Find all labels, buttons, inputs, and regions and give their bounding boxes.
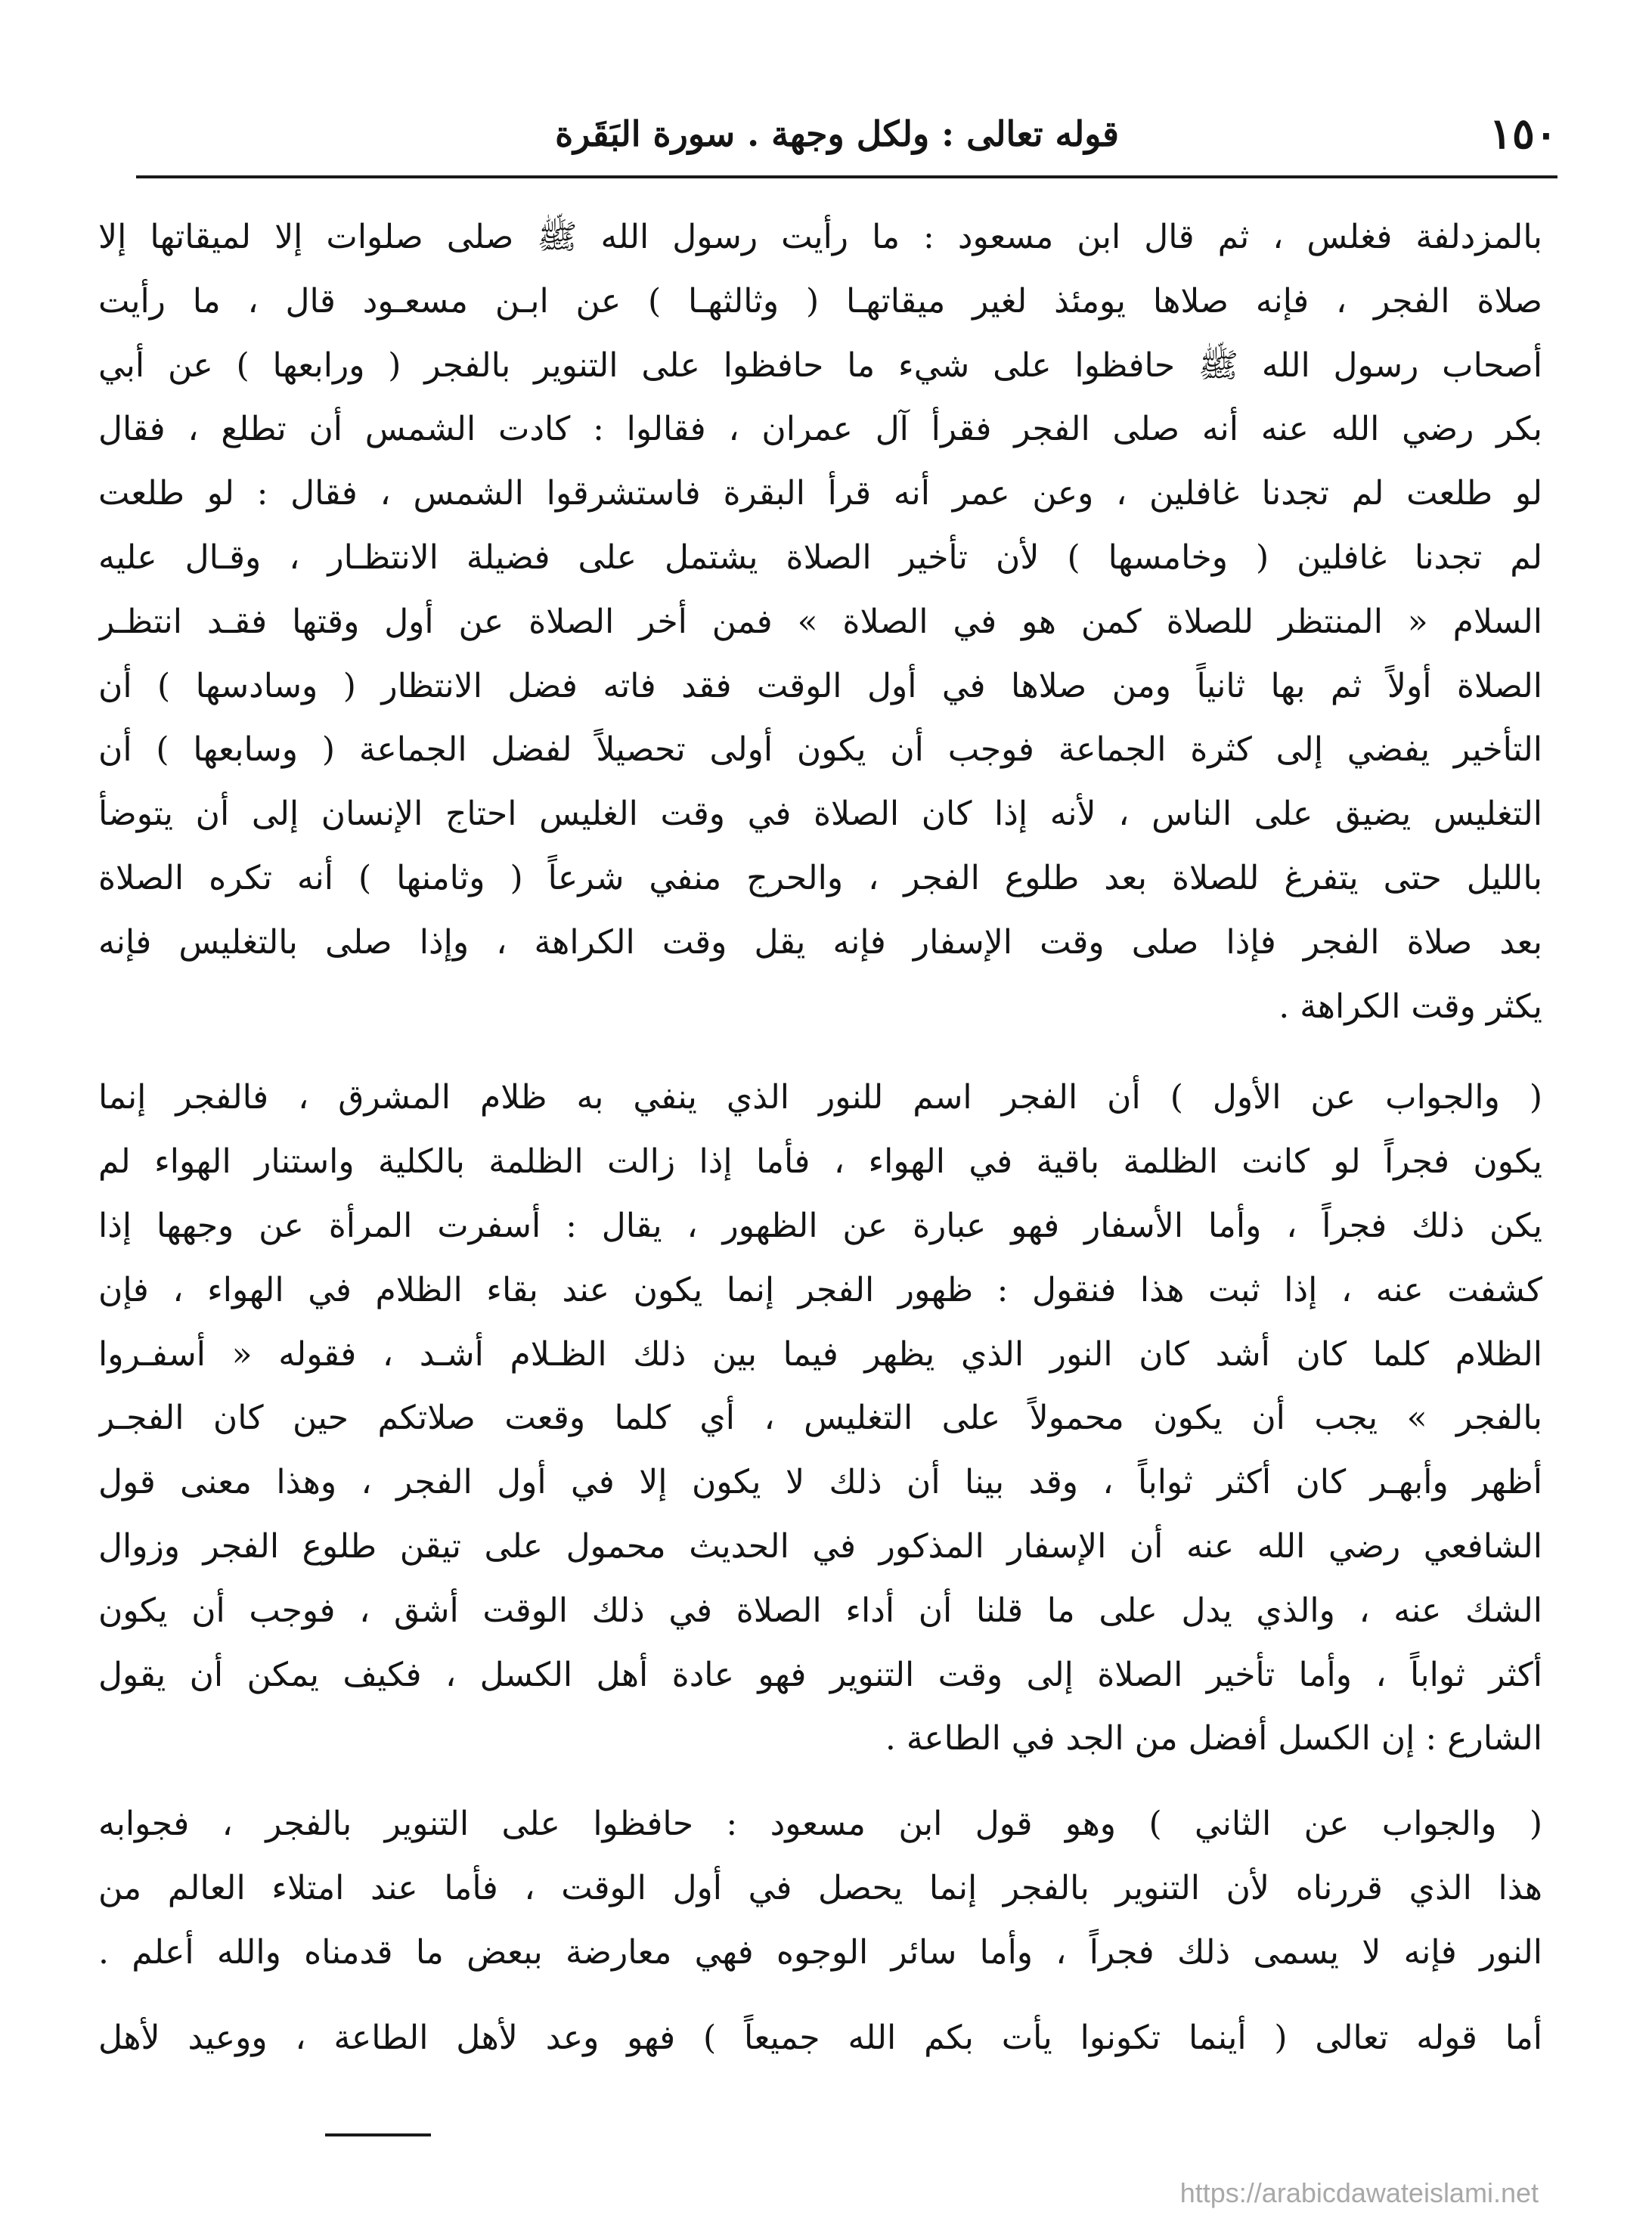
- paragraph-gap: [98, 1771, 1542, 1792]
- text-line: بكر رضي الله عنه أنه صلى الفجر فقرأ آل عمران ، فقالوا : كادت الشمس أن تطلع ، فقال: [98, 410, 1542, 449]
- page-number: ١٥٠: [1489, 109, 1557, 159]
- watermark-url: https://arabicdawateislami.net: [1179, 2177, 1539, 2208]
- paragraph-gap: [98, 1039, 1542, 1066]
- text-line: الظلام كلما كان أشد كان النور الذي يظهر فيما بين ذلك الظـلام أشـد ، فقوله « أسفـروا: [98, 1334, 1542, 1374]
- text-line: أما قوله تعالى ( أينما تكونوا يأت بكم الله جميعاً ) فهو وعد لأهل الطاعة ، ووعيد لأهل: [98, 2018, 1542, 2057]
- text-line: بالمزدلفة فغلس ، ثم قال ابن مسعود : ما رأيت رسول الله ﷺ صلى صلوات إلا لميقاتها إلا: [98, 218, 1542, 256]
- text-line: الشك عنه ، والذي يدل على ما قلنا أن أداء الصلاة في ذلك الوقت أشق ، فوجب أن يكون: [98, 1591, 1542, 1630]
- paragraph-answer-first: [98, 1066, 1542, 1771]
- text-line: الشافعي رضي الله عنه أن الإسفار المذكور في الحديث محمول على تيقن طلوع الفجر وزوال: [98, 1526, 1542, 1566]
- text-line: أظهر وأبهـر كان أكثر ثواباً ، وقد بينا أن ذلك لا يكون إلا في أول الفجر ، وهذا معنى قول: [98, 1463, 1542, 1502]
- paragraph-arguments: [98, 206, 1542, 1039]
- text-line: الشارع : إن الكسل أفضل من الجد في الطاعة .: [885, 1719, 1542, 1758]
- text-line: بعد صلاة الفجر فإذا صلى وقت الإسفار فإنه يقل وقت الكراهة ، وإذا صلى بالتغليس فإنه: [98, 922, 1542, 962]
- text-line: كشفت عنه ، إذا ثبت هذا فنقول : ظهور الفجر إنما يكون عند بقاء الظلام في الهواء ، فإن: [98, 1270, 1542, 1309]
- text-line: السلام « المنتظر للصلاة كمن هو في الصلاة » فمن أخر الصلاة عن أول وقتها فقـد انتظـر: [98, 602, 1542, 641]
- text-line: لو طلعت لم تجدنا غافلين ، وعن عمر أنه قرأ البقرة فاستشرقوا الشمس ، فقال : لو طلعت: [98, 474, 1542, 513]
- text-line: يكون فجراً لو كانت الظلمة باقية في الهواء ، فأما إذا زالت الظلمة بالكلية واستنار الهواء لم: [98, 1142, 1542, 1182]
- paragraph-gap: [98, 1985, 1542, 2006]
- header-rule: [136, 175, 1557, 178]
- text-line: يكثر وقت الكراهة .: [1279, 987, 1542, 1026]
- text-line: بالفجر » يجب أن يكون محمولاً على التغليس ، أي كلما وقعت صلاتكم حين كان الفجـر: [98, 1399, 1542, 1438]
- text-line: يكن ذلك فجراً ، وأما الأسفار فهو عبارة عن الظهور ، يقال : أسفرت المرأة عن وجهها إذا: [98, 1206, 1542, 1245]
- running-title: قوله تعالى : ولكل وجهة . سورة البَقَرة: [555, 113, 1119, 154]
- text-line: أكثر ثواباً ، وأما تأخير الصلاة إلى وقت التنوير فهو عادة أهل الكسل ، فكيف يمكن أن يقول: [98, 1655, 1542, 1694]
- text-line: هذا الذي قررناه لأن التنوير بالفجر إنما يحصل في أول الوقت ، فأما عند امتلاء العالم من: [98, 1868, 1542, 1907]
- page-header: [136, 106, 1557, 174]
- text-underline: [325, 2133, 431, 2136]
- text-line: النور فإنه لا يسمى ذلك فجراً ، وأما سائر الوجوه فهي معارضة ببعض ما قدمناه والله أعلم .: [98, 1932, 1542, 1972]
- text-line: صلاة الفجر ، فإنه صلاها يومئذ لغير ميقاتهـا ( وثالثهـا ) عن ابـن مسعـود قال ، ما رأيت: [98, 281, 1542, 321]
- text-line: لم تجدنا غافلين ( وخامسها ) لأن تأخير الصلاة يشتمل على فضيلة الانتظـار ، وقـال عليه: [98, 538, 1542, 577]
- paragraph-verse-commentary: [98, 2006, 1542, 2071]
- text-line: التغليس يضيق على الناس ، لأنه إذا كان الصلاة في وقت الغليس احتاج الإنسان إلى أن يتوضأ: [98, 795, 1542, 834]
- text-line: ( والجواب عن الثاني ) وهو قول ابن مسعود : حافظوا على التنوير بالفجر ، فجوابه: [98, 1805, 1542, 1844]
- text-line: التأخير يفضي إلى كثرة الجماعة فوجب أن يكون أولى تحصيلاً لفضل الجماعة ( وسابعها ) أن: [98, 730, 1542, 770]
- text-line: أصحاب رسول الله ﷺ حافظوا على شيء ما حافظوا على التنوير بالفجر ( ورابعها ) عن أبي: [98, 345, 1542, 385]
- text-line: بالليل حتى يتفرغ للصلاة بعد طلوع الفجر ، والحرج منفي شرعاً ( وثامنها ) أنه تكره الصلاة: [98, 858, 1542, 897]
- page-body: [98, 206, 1542, 2070]
- paragraph-answer-second: [98, 1792, 1542, 1985]
- text-line: ( والجواب عن الأول ) أن الفجر اسم للنور الذي ينفي به ظلام المشرق ، فالفجر إنما: [98, 1078, 1542, 1117]
- text-line: الصلاة أولاً ثم بها ثانياً ومن صلاها في أول الوقت فقد فاته فضل الانتظار ( وسادسها ) أن: [98, 666, 1542, 705]
